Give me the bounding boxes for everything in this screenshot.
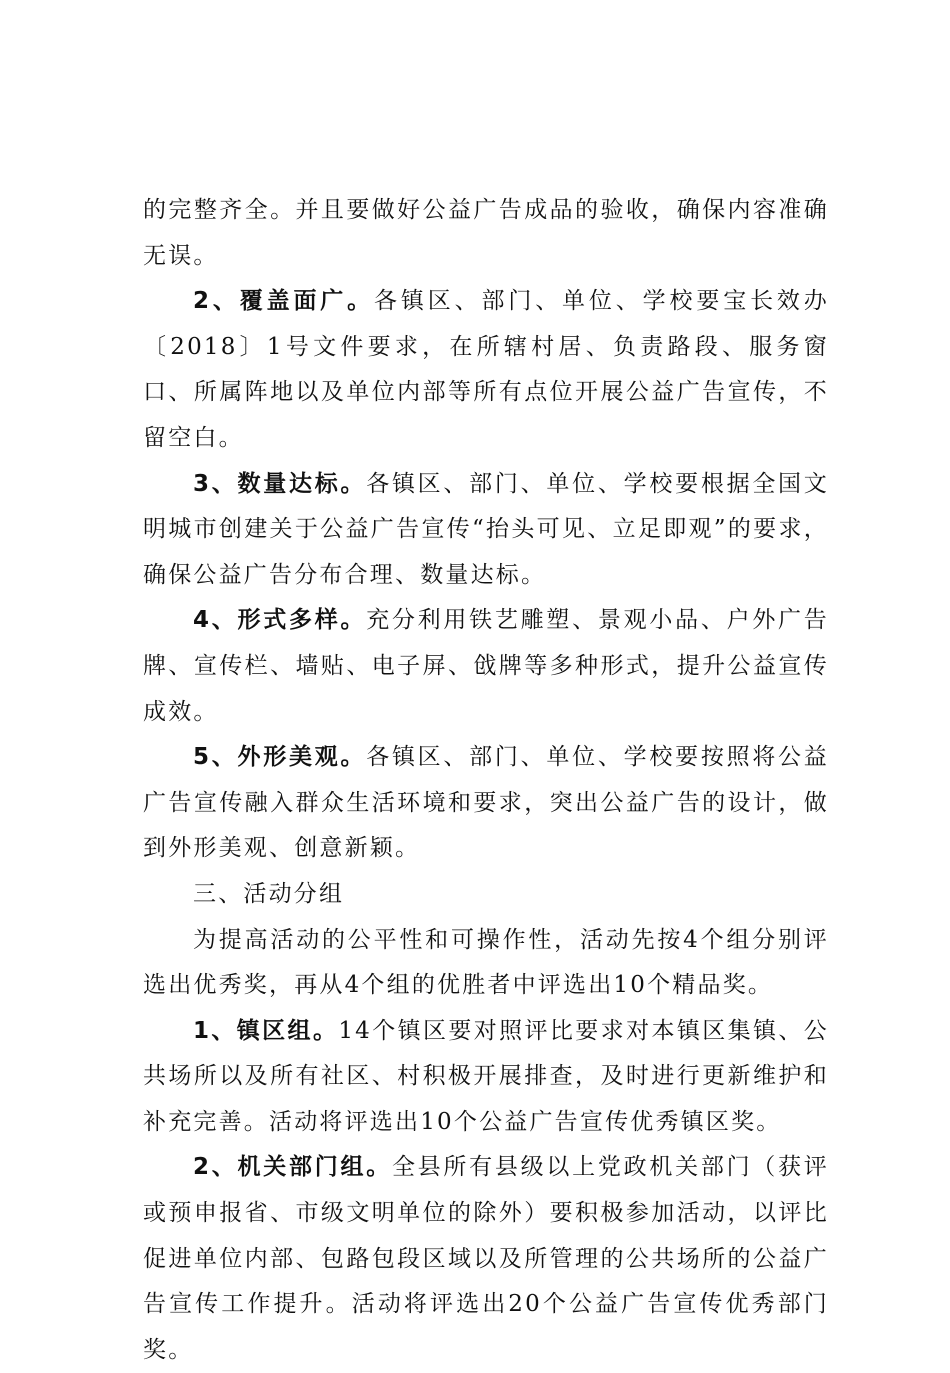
section-heading bbox=[143, 872, 829, 918]
paragraph-town-group bbox=[143, 1009, 829, 1146]
paragraph-heading: 3、数量达标。 bbox=[193, 470, 367, 497]
paragraph-text: 为提高活动的公平性和可操作性，活动先按4个组分别评选出优秀奖，再从4个组的优胜者中评选出10个精品奖。 bbox=[143, 926, 829, 999]
paragraph-quantity bbox=[143, 462, 829, 599]
paragraph-heading: 2、机关部门组。 bbox=[193, 1154, 392, 1181]
paragraph-continuation bbox=[143, 188, 829, 279]
section-title: 三、活动分组 bbox=[193, 880, 345, 907]
paragraph-heading: 5、外形美观。 bbox=[193, 744, 367, 771]
paragraph-heading: 1、镇区组。 bbox=[193, 1017, 339, 1044]
paragraph-text: 全县所有县级以上党政机关部门（获评或预申报省、市级文明单位的除外）要积极参加活动，以评比促进单位内部、包路包段区域以及所管理的公共场所的公益广告宣传工作提升。活动将评选出20个公益广告宣传优秀部门奖。 bbox=[143, 1154, 829, 1363]
paragraph-text: 14个镇区要对照评比要求对本镇区集镇、公共场所以及所有社区、村积极开展排查，及时进行更新维护和补充完善。活动将评选出10个公益广告宣传优秀镇区奖。 bbox=[143, 1017, 829, 1135]
paragraph-text: 的完整齐全。并且要做好公益广告成品的验收，确保内容准确无误。 bbox=[143, 197, 829, 269]
paragraph-text: 充分利用铁艺雕塑、景观小品、户外广告牌、宣传栏、墙贴、电子屏、戗牌等多种形式，提升公益宣传成效。 bbox=[143, 607, 830, 725]
paragraph-heading: 2、覆盖面广。 bbox=[193, 288, 375, 315]
paragraph-department-group bbox=[143, 1145, 829, 1373]
document-page bbox=[143, 188, 829, 1373]
paragraph-appearance bbox=[143, 735, 829, 872]
paragraph-forms bbox=[143, 598, 829, 735]
paragraph-grouping-intro bbox=[143, 918, 829, 1009]
paragraph-text: 各镇区、部门、单位、学校要宝长效办〔2018〕1号文件要求，在所辖村居、负责路段、服务窗口、所属阵地以及单位内部等所有点位开展公益广告宣传，不留空白。 bbox=[143, 288, 829, 451]
paragraph-text: 各镇区、部门、单位、学校要按照将公益广告宣传融入群众生活环境和要求，突出公益广告的设计，做到外形美观、创意新颖。 bbox=[143, 744, 830, 862]
paragraph-coverage bbox=[143, 279, 829, 461]
paragraph-heading: 4、形式多样。 bbox=[193, 607, 367, 634]
paragraph-text: 各镇区、部门、单位、学校要根据全国文明城市创建关于公益广告宣传“抬头可见、立足即观”的要求，确保公益广告分布合理、数量达标。 bbox=[143, 470, 830, 588]
